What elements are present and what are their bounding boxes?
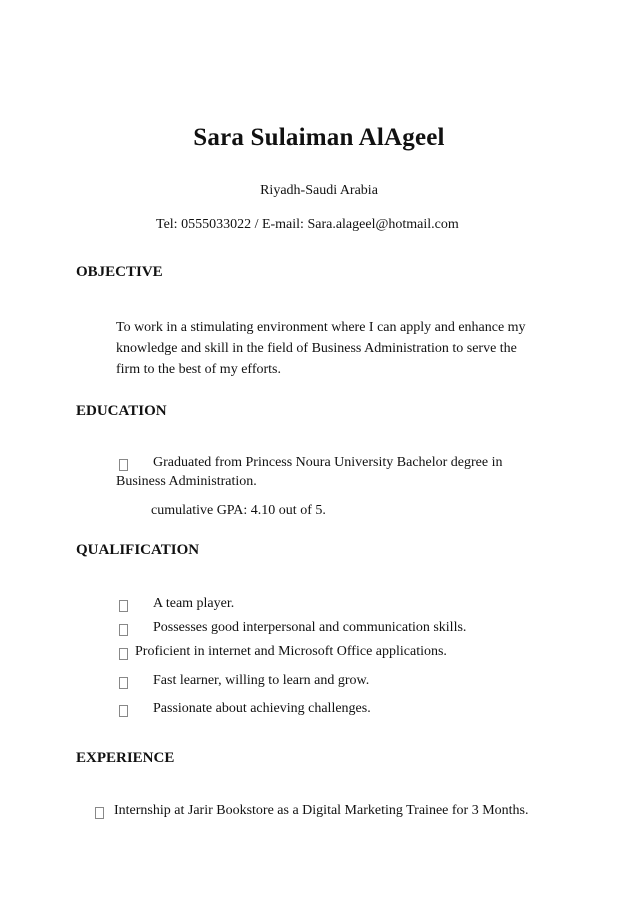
- objective-line: knowledge and skill in the field of Business Administration to serve the: [116, 341, 517, 356]
- missing-glyph-box-icon: [119, 705, 128, 717]
- objective-line: firm to the best of my efforts.: [116, 362, 281, 377]
- contact-line: Tel: 0555033022 / E-mail: Sara.alageel@hotmail.com: [156, 217, 459, 232]
- experience-heading: EXPERIENCE: [76, 750, 175, 766]
- qualification-item: Possesses good interpersonal and communication skills.: [153, 620, 467, 635]
- education-heading: EDUCATION: [76, 403, 167, 419]
- missing-glyph-box-icon: [119, 459, 128, 471]
- qualification-item: Proficient in internet and Microsoft Office applications.: [135, 644, 447, 659]
- qualification-item: Fast learner, willing to learn and grow.: [153, 673, 370, 688]
- qualification-heading: QUALIFICATION: [76, 542, 200, 558]
- location-line: Riyadh-Saudi Arabia: [260, 183, 378, 198]
- missing-glyph-box-icon: [119, 648, 128, 660]
- education-item-line: Graduated from Princess Noura University Bachelor degree in: [153, 455, 503, 470]
- missing-glyph-box-icon: [119, 624, 128, 636]
- missing-glyph-box-icon: [95, 807, 104, 819]
- objective-paragraph: [116, 317, 566, 380]
- resume-name: Sara Sulaiman AlAgeel: [193, 124, 445, 151]
- missing-glyph-box-icon: [119, 677, 128, 689]
- objective-heading: OBJECTIVE: [76, 264, 163, 280]
- missing-glyph-box-icon: [119, 600, 128, 612]
- education-gpa: cumulative GPA: 4.10 out of 5.: [151, 503, 326, 518]
- experience-item: Internship at Jarir Bookstore as a Digital Marketing Trainee for 3 Months.: [114, 803, 529, 818]
- qualification-item: Passionate about achieving challenges.: [153, 701, 371, 716]
- objective-line: To work in a stimulating environment where I can apply and enhance my: [116, 320, 526, 335]
- education-item-line: Business Administration.: [116, 474, 257, 489]
- qualification-item: A team player.: [153, 596, 235, 611]
